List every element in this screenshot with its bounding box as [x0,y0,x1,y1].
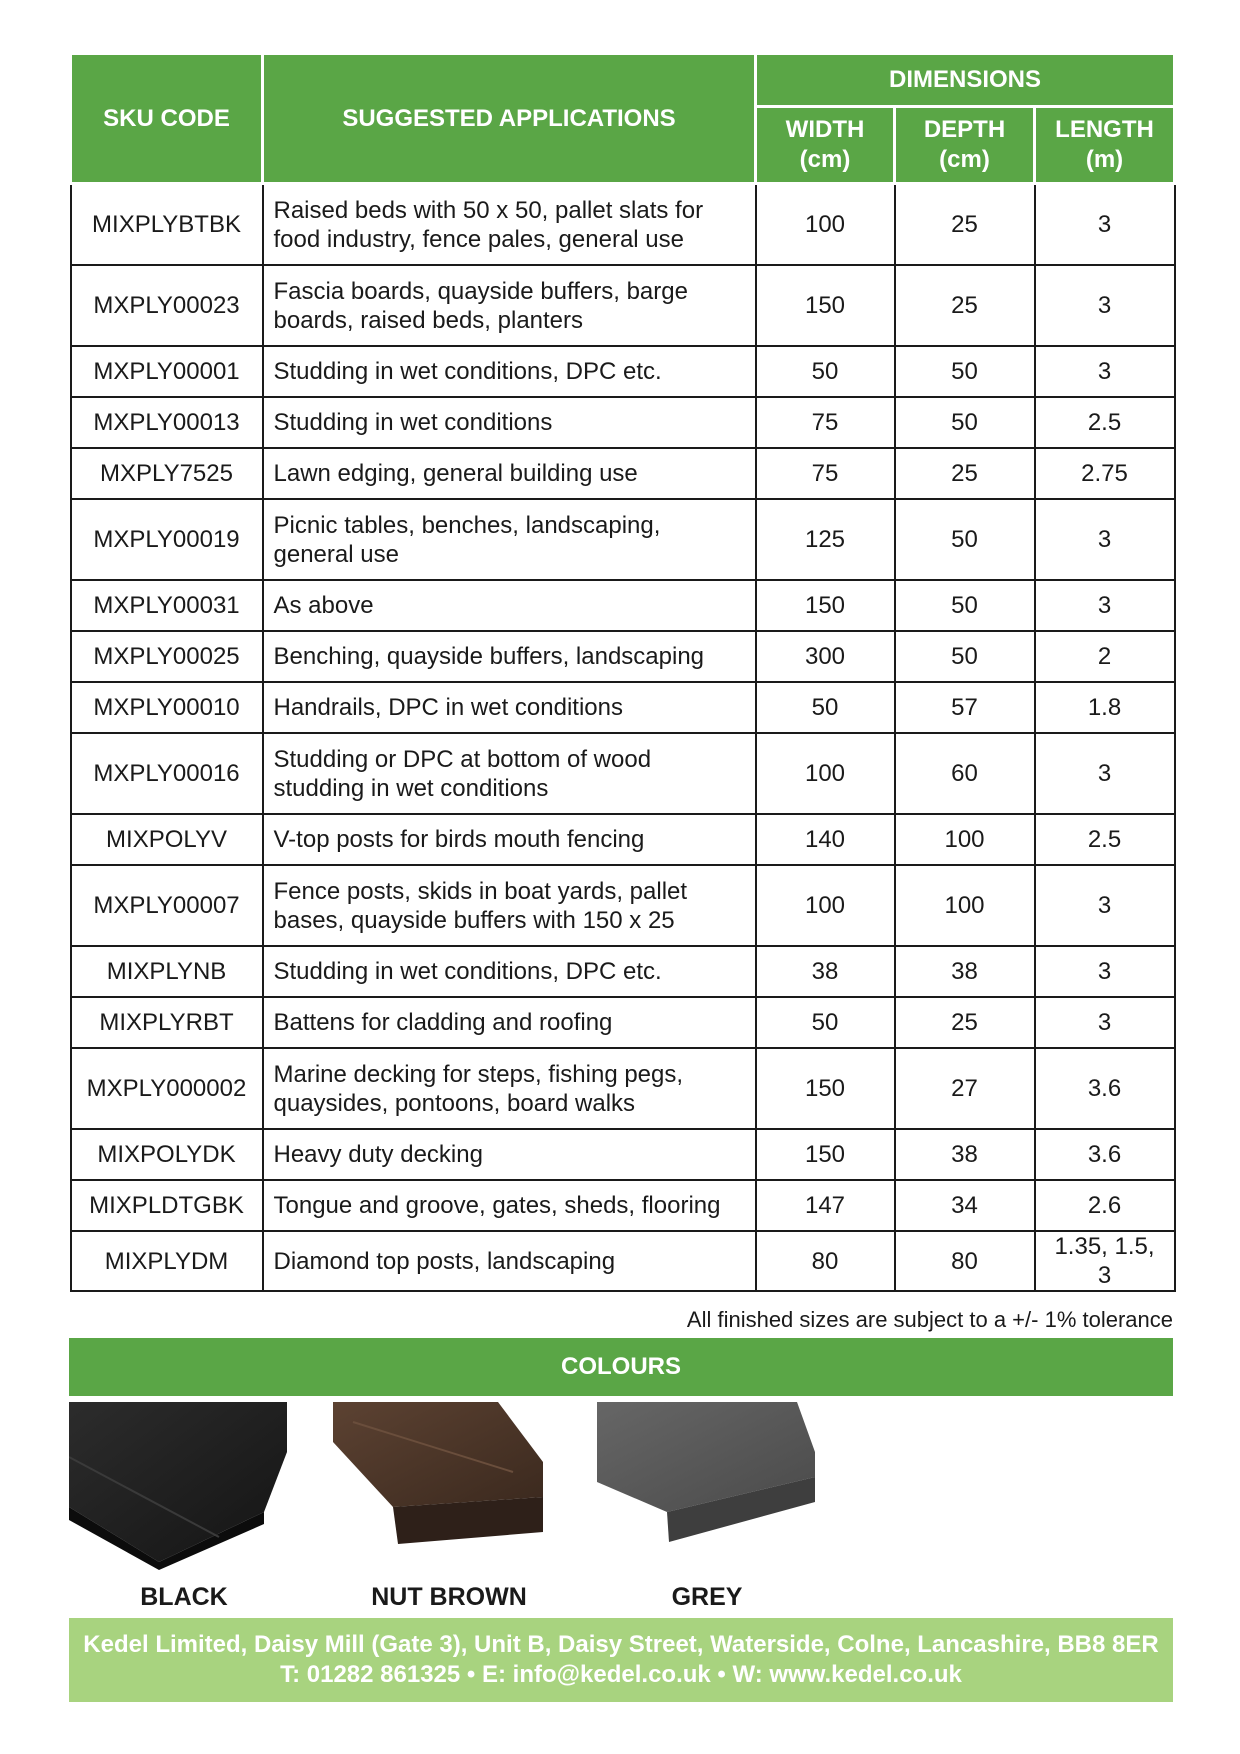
depth-cell: 25 [895,997,1035,1048]
applications-cell: Fence posts, skids in boat yards, pallet bases, quayside buffers with 150 x 25 [263,865,756,946]
applications-cell: Fascia boards, quayside buffers, barge boards, raised beds, planters [263,265,756,346]
sku-cell: MIXPLYDM [71,1231,263,1291]
length-cell: 3 [1035,946,1175,997]
colour-label-grey: GREY [671,1583,743,1611]
table-row [71,448,1175,499]
table-row [71,1231,1175,1291]
header-width: WIDTH (cm) [756,107,895,184]
tolerance-note: All finished sizes are subject to a +/- 1% tolerance [686,1307,1173,1332]
length-cell: 3 [1035,499,1175,580]
applications-cell: Studding in wet conditions, DPC etc. [263,946,756,997]
sku-cell: MIXPLDTGBK [71,1180,263,1231]
sku-cell: MIXPOLYDK [71,1129,263,1180]
width-cell: 300 [756,631,895,682]
width-cell: 100 [756,184,895,266]
applications-cell: As above [263,580,756,631]
header-depth: DEPTH (cm) [895,107,1035,184]
length-cell: 3 [1035,346,1175,397]
table-row [71,631,1175,682]
width-cell: 140 [756,814,895,865]
width-cell: 38 [756,946,895,997]
length-cell: 2 [1035,631,1175,682]
width-cell: 50 [756,346,895,397]
depth-cell: 50 [895,346,1035,397]
sku-cell: MXPLY00023 [71,265,263,346]
depth-cell: 25 [895,265,1035,346]
length-cell: 3 [1035,184,1175,266]
table-row [71,946,1175,997]
depth-cell: 100 [895,865,1035,946]
depth-cell: 57 [895,682,1035,733]
footer-address: Kedel Limited, Daisy Mill (Gate 3), Unit B, Daisy Street, Waterside, Colne, Lancashire, BB8 8ER [83,1631,1159,1658]
applications-cell: V-top posts for birds mouth fencing [263,814,756,865]
table-row [71,397,1175,448]
width-cell: 75 [756,448,895,499]
table-row [71,346,1175,397]
sku-cell: MXPLY000002 [71,1048,263,1129]
grey-board-image [597,1402,815,1570]
depth-cell: 25 [895,184,1035,266]
length-cell: 3 [1035,265,1175,346]
width-cell: 75 [756,397,895,448]
length-cell: 2.5 [1035,814,1175,865]
applications-cell: Handrails, DPC in wet conditions [263,682,756,733]
width-cell: 150 [756,1129,895,1180]
depth-cell: 25 [895,448,1035,499]
width-cell: 80 [756,1231,895,1291]
width-cell: 150 [756,580,895,631]
length-cell: 2.6 [1035,1180,1175,1231]
table-row [71,1180,1175,1231]
applications-cell: Benching, quayside buffers, landscaping [263,631,756,682]
table-row [71,997,1175,1048]
depth-cell: 50 [895,397,1035,448]
header-dimensions: DIMENSIONS [756,54,1175,107]
table-row [71,499,1175,580]
length-cell: 3 [1035,733,1175,814]
nut-brown-board-image [333,1402,551,1570]
applications-cell: Studding in wet conditions, DPC etc. [263,346,756,397]
sku-cell: MXPLY00013 [71,397,263,448]
depth-cell: 38 [895,1129,1035,1180]
header-length: LENGTH (m) [1035,107,1175,184]
length-cell: 2.75 [1035,448,1175,499]
footer-contact: T: 01282 861325 • E: info@kedel.co.uk • W: www.kedel.co.uk [280,1661,962,1688]
black-board-image [69,1402,287,1570]
applications-cell: Tongue and groove, gates, sheds, flooring [263,1180,756,1231]
length-cell: 2.5 [1035,397,1175,448]
length-cell: 3.6 [1035,1129,1175,1180]
header-suggested-applications: SUGGESTED APPLICATIONS [263,54,756,184]
width-cell: 150 [756,1048,895,1129]
length-cell: 3 [1035,997,1175,1048]
applications-cell: Heavy duty decking [263,1129,756,1180]
table-row [71,1048,1175,1129]
width-cell: 147 [756,1180,895,1231]
applications-cell: Picnic tables, benches, landscaping, general use [263,499,756,580]
sku-cell: MXPLY00019 [71,499,263,580]
table-row [71,682,1175,733]
length-cell: 3.6 [1035,1048,1175,1129]
applications-cell: Raised beds with 50 x 50, pallet slats for food industry, fence pales, general use [263,184,756,266]
table-row [71,184,1175,266]
sku-cell: MXPLY00001 [71,346,263,397]
depth-cell: 60 [895,733,1035,814]
sku-cell: MXPLY00016 [71,733,263,814]
header-sku-code: SKU CODE [71,54,263,184]
width-cell: 100 [756,865,895,946]
table-row [71,733,1175,814]
applications-cell: Studding or DPC at bottom of wood studding in wet conditions [263,733,756,814]
sku-cell: MXPLY00007 [71,865,263,946]
applications-cell: Studding in wet conditions [263,397,756,448]
table-row [71,814,1175,865]
sku-cell: MXPLY7525 [71,448,263,499]
width-cell: 50 [756,997,895,1048]
sku-cell: MIXPLYBTBK [71,184,263,266]
colour-label-black: BLACK [140,1583,228,1611]
product-spec-table [69,52,1176,1292]
width-cell: 150 [756,265,895,346]
sku-cell: MIXPOLYV [71,814,263,865]
sku-cell: MIXPLYRBT [71,997,263,1048]
spec-table-body [71,184,1175,1292]
depth-cell: 34 [895,1180,1035,1231]
sku-cell: MIXPLYNB [71,946,263,997]
table-row [71,580,1175,631]
length-cell: 1.8 [1035,682,1175,733]
applications-cell: Marine decking for steps, fishing pegs, quaysides, pontoons, board walks [263,1048,756,1129]
length-cell: 3 [1035,865,1175,946]
applications-cell: Diamond top posts, landscaping [263,1231,756,1291]
depth-cell: 80 [895,1231,1035,1291]
table-row [71,865,1175,946]
length-cell: 1.35, 1.5, 3 [1035,1231,1175,1291]
width-cell: 125 [756,499,895,580]
depth-cell: 50 [895,499,1035,580]
colours-header: COLOURS [69,1338,1173,1396]
sku-cell: MXPLY00025 [71,631,263,682]
width-cell: 100 [756,733,895,814]
depth-cell: 100 [895,814,1035,865]
table-row [71,1129,1175,1180]
applications-cell: Lawn edging, general building use [263,448,756,499]
footer-contact-bar [69,1618,1173,1702]
sku-cell: MXPLY00031 [71,580,263,631]
width-cell: 50 [756,682,895,733]
table-row [71,265,1175,346]
depth-cell: 38 [895,946,1035,997]
applications-cell: Battens for cladding and roofing [263,997,756,1048]
colour-label-nut-brown: NUT BROWN [371,1583,527,1611]
length-cell: 3 [1035,580,1175,631]
depth-cell: 50 [895,631,1035,682]
depth-cell: 50 [895,580,1035,631]
sku-cell: MXPLY00010 [71,682,263,733]
depth-cell: 27 [895,1048,1035,1129]
